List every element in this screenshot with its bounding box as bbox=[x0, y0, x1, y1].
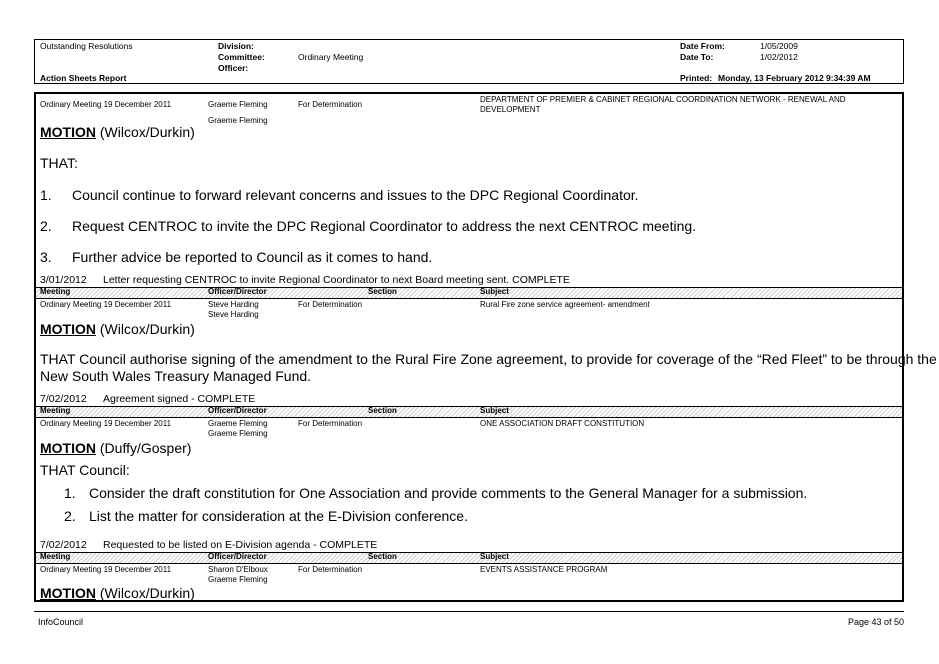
resolution-item-number: 1. bbox=[64, 485, 76, 501]
footer-divider bbox=[34, 611, 904, 612]
action-text: Requested to be listed on E-Division agenda - COMPLETE bbox=[103, 539, 378, 551]
subject-cell: DEVELOPMENT bbox=[480, 105, 541, 114]
meeting-cell: Ordinary Meeting 19 December 2011 bbox=[40, 100, 172, 109]
resolution-item-number: 3. bbox=[40, 249, 52, 265]
resolutions-table bbox=[34, 92, 937, 602]
subject-cell: Rural Fire zone service agreement- amendment bbox=[480, 300, 650, 309]
column-header-subject: Subject bbox=[480, 552, 509, 561]
officer-cell: Graeme Fleming bbox=[208, 116, 268, 125]
motion-heading: MOTION (Wilcox/Durkin) bbox=[40, 585, 195, 601]
column-header-subject: Subject bbox=[480, 287, 509, 296]
column-header-section: Section bbox=[368, 406, 397, 415]
section-cell: For Determination bbox=[298, 419, 363, 428]
column-header-row bbox=[36, 406, 902, 418]
officer-cell: Graeme Fleming bbox=[208, 100, 268, 109]
column-header-section: Section bbox=[368, 552, 397, 561]
date-to-label: Date To: bbox=[680, 52, 714, 62]
resolution-text: THAT Council authorise signing of the amendment to the Rural Fire Zone agreement, to provide for coverage of the “Red Fleet” to be through the bbox=[40, 351, 937, 367]
meeting-cell: Ordinary Meeting 19 December 2011 bbox=[40, 419, 172, 428]
resolution-item-text: Consider the draft constitution for One Association and provide comments to the General Manager for a submission. bbox=[89, 485, 808, 501]
report-name: Outstanding Resolutions bbox=[40, 41, 133, 51]
column-header-officer: Officer/Director bbox=[208, 287, 267, 296]
resolution-that: THAT Council: bbox=[40, 462, 130, 478]
footer-brand: InfoCouncil bbox=[38, 617, 84, 627]
subject-cell: EVENTS ASSISTANCE PROGRAM bbox=[480, 565, 608, 574]
subject-cell: ONE ASSOCIATION DRAFT CONSTITUTION bbox=[480, 419, 645, 428]
date-from-label: Date From: bbox=[680, 41, 725, 51]
date-from-value: 1/05/2009 bbox=[760, 41, 798, 51]
resolution-item-text: Council continue to forward relevant concerns and issues to the DPC Regional Coordinator. bbox=[72, 187, 639, 203]
action-date: 7/02/2012 bbox=[40, 393, 87, 405]
column-header-officer: Officer/Director bbox=[208, 406, 267, 415]
resolution-item-text: List the matter for consideration at the E-Division conference. bbox=[89, 508, 468, 524]
officer-cell: Graeme Fleming bbox=[208, 429, 268, 438]
officer-label: Officer: bbox=[218, 63, 249, 73]
resolution-item-number: 2. bbox=[40, 218, 52, 234]
motion-heading: MOTION (Wilcox/Durkin) bbox=[40, 124, 195, 140]
section-cell: For Determination bbox=[298, 565, 363, 574]
action-text: Letter requesting CENTROC to invite Regional Coordinator to next Board meeting sent. COMPLETE bbox=[103, 274, 570, 286]
column-header-section: Section bbox=[368, 287, 397, 296]
report-title: Action Sheets Report bbox=[40, 73, 127, 83]
action-date: 3/01/2012 bbox=[40, 274, 87, 286]
column-header-row bbox=[36, 552, 902, 564]
printed-label: Printed: bbox=[680, 73, 713, 83]
resolution-item-text: Further advice be reported to Council as it comes to hand. bbox=[72, 249, 433, 265]
subject-cell: DEPARTMENT OF PREMIER & CABINET REGIONAL COORDINATION NETWORK - RENEWAL AND bbox=[480, 95, 846, 104]
officer-cell: Steve Harding bbox=[208, 310, 259, 319]
officer-cell: Sharon D'Elboux bbox=[208, 565, 268, 574]
meeting-cell: Ordinary Meeting 19 December 2011 bbox=[40, 565, 172, 574]
motion-heading: MOTION (Duffy/Gosper) bbox=[40, 440, 192, 456]
column-header-subject: Subject bbox=[480, 406, 509, 415]
section-cell: For Determination bbox=[298, 300, 363, 309]
resolution-item-number: 1. bbox=[40, 187, 52, 203]
date-to-value: 1/02/2012 bbox=[760, 52, 798, 62]
report-header bbox=[34, 39, 904, 84]
motion-heading: MOTION (Wilcox/Durkin) bbox=[40, 321, 195, 337]
column-header-meeting: Meeting bbox=[40, 406, 71, 415]
officer-cell: Graeme Fleming bbox=[208, 575, 268, 584]
column-header-officer: Officer/Director bbox=[208, 552, 267, 561]
officer-cell: Graeme Fleming bbox=[208, 419, 268, 428]
column-header-row bbox=[36, 287, 902, 299]
division-label: Division: bbox=[218, 41, 254, 51]
committee-value: Ordinary Meeting bbox=[298, 52, 364, 62]
column-header-meeting: Meeting bbox=[40, 552, 71, 561]
resolution-item-number: 2. bbox=[64, 508, 76, 524]
committee-label: Committee: bbox=[218, 52, 265, 62]
officer-cell: Steve Harding bbox=[208, 300, 259, 309]
resolution-that: THAT: bbox=[40, 155, 78, 171]
column-header-meeting: Meeting bbox=[40, 287, 71, 296]
action-text: Agreement signed - COMPLETE bbox=[103, 393, 256, 405]
page-number: Page 43 of 50 bbox=[848, 617, 905, 627]
section-cell: For Determination bbox=[298, 100, 363, 109]
printed-value: Monday, 13 February 2012 9:34:39 AM bbox=[718, 73, 871, 83]
action-date: 7/02/2012 bbox=[40, 539, 87, 551]
resolution-text: New South Wales Treasury Managed Fund. bbox=[40, 368, 312, 384]
resolution-item-text: Request CENTROC to invite the DPC Regional Coordinator to address the next CENTROC meeting. bbox=[72, 218, 697, 234]
meeting-cell: Ordinary Meeting 19 December 2011 bbox=[40, 300, 172, 309]
